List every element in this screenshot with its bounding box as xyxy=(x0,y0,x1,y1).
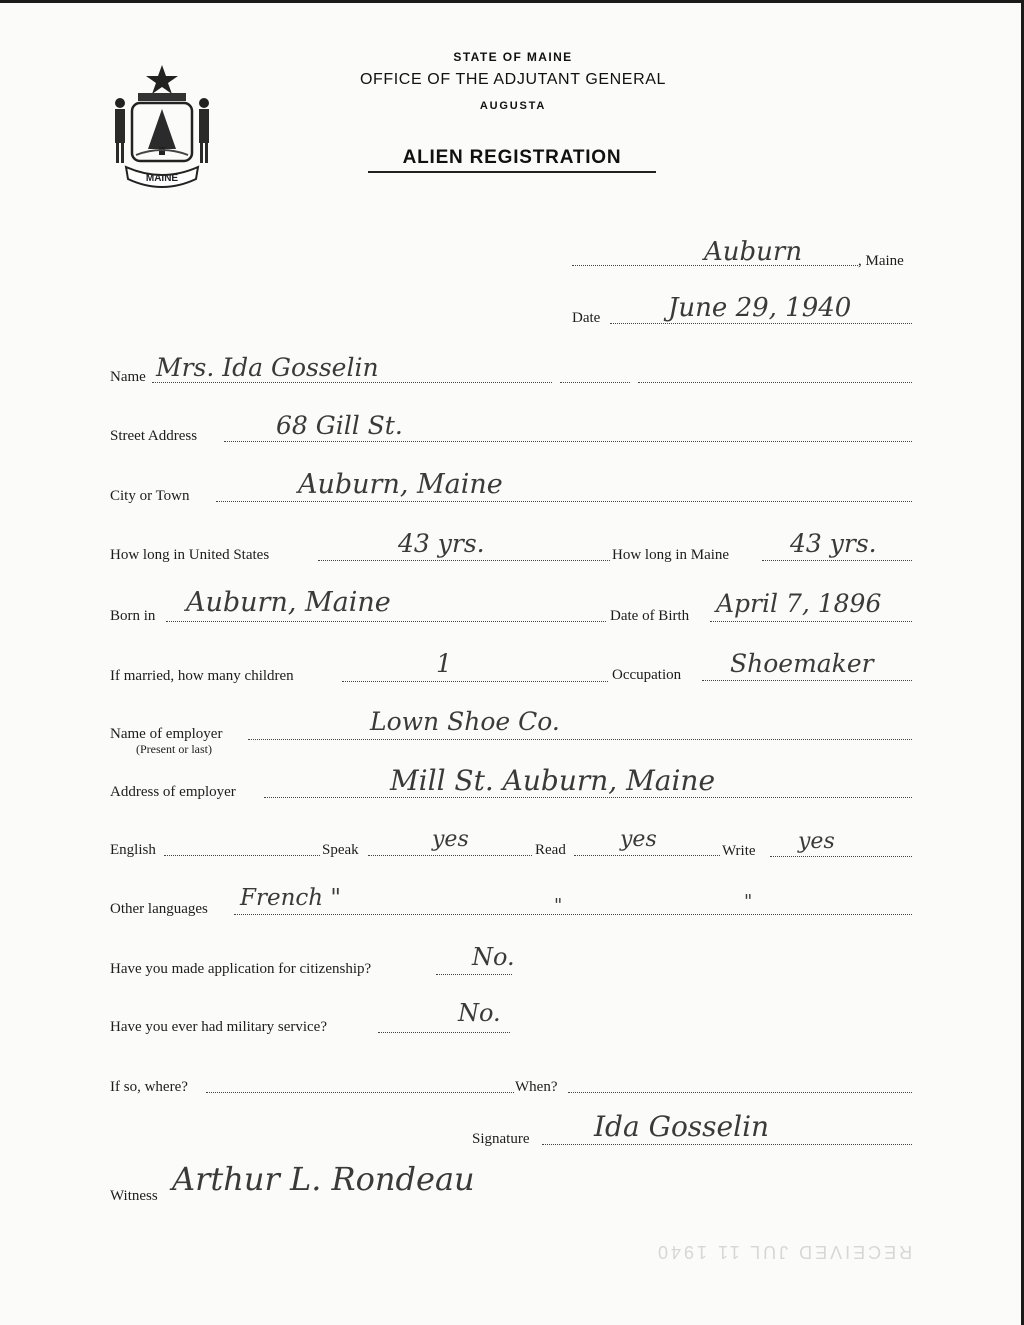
us-label: How long in United States xyxy=(110,547,270,563)
form-title: ALIEN REGISTRATION xyxy=(368,147,656,173)
emp-addr-line xyxy=(264,797,912,798)
read-line xyxy=(574,855,720,856)
english-label: English xyxy=(110,842,156,858)
other-lang-line xyxy=(234,914,912,915)
born-line xyxy=(166,621,606,622)
maine-label: How long in Maine xyxy=(612,547,730,563)
occupation-label: Occupation xyxy=(612,667,682,683)
us-line xyxy=(318,560,610,561)
name-line-3 xyxy=(638,382,912,383)
employer-line xyxy=(248,739,912,740)
other-lang-value: French " xyxy=(240,885,341,911)
place-value: Auburn xyxy=(704,237,803,267)
header-city: AUGUSTA xyxy=(479,100,547,112)
citizenship-value: No. xyxy=(472,943,515,971)
write-label: Write xyxy=(722,843,756,859)
dob-line xyxy=(710,621,912,622)
emp-addr-label: Address of employer xyxy=(110,784,236,800)
us-value: 43 yrs. xyxy=(398,529,485,558)
read-label: Read xyxy=(535,842,566,858)
dob-label: Date of Birth xyxy=(610,608,690,624)
town-line xyxy=(216,501,912,502)
name-line-2 xyxy=(560,382,630,383)
state-seal-icon xyxy=(108,63,216,193)
signature-value: Ida Gosselin xyxy=(594,1110,770,1143)
maine-value: 43 yrs. xyxy=(790,529,877,558)
where-label: If so, where? xyxy=(110,1079,188,1095)
other-lang-ditto-2: " xyxy=(554,895,563,916)
children-line xyxy=(342,681,608,682)
children-value: 1 xyxy=(436,649,452,678)
faint-stamp: RECEIVED JUL 11 1940 xyxy=(655,1242,913,1262)
witness-label: Witness xyxy=(110,1188,158,1204)
maine-line xyxy=(762,560,912,561)
employer-sub-label: (Present or last) xyxy=(136,742,212,756)
military-line xyxy=(378,1032,510,1033)
occupation-line xyxy=(702,680,912,681)
when-line xyxy=(568,1092,912,1093)
english-line xyxy=(164,855,320,856)
street-line xyxy=(224,441,912,442)
citizenship-line xyxy=(436,974,512,975)
other-lang-label: Other languages xyxy=(110,901,208,917)
military-value: No. xyxy=(458,999,501,1027)
signature-label: Signature xyxy=(472,1131,530,1147)
header-office: OFFICE OF THE ADJUTANT GENERAL xyxy=(359,71,667,88)
occupation-value: Shoemaker xyxy=(730,649,874,678)
emp-addr-value: Mill St. Auburn, Maine xyxy=(390,764,716,797)
witness-value: Arthur L. Rondeau xyxy=(172,1160,475,1198)
when-label: When? xyxy=(515,1079,558,1095)
born-label: Born in xyxy=(110,608,156,624)
other-lang-ditto-3: " xyxy=(744,891,753,912)
date-value: June 29, 1940 xyxy=(668,293,852,323)
street-label: Street Address xyxy=(110,428,198,444)
employer-value: Lown Shoe Co. xyxy=(370,707,560,736)
place-suffix: , Maine xyxy=(858,253,904,269)
speak-value: yes xyxy=(432,827,469,852)
speak-label: Speak xyxy=(322,842,359,858)
date-line xyxy=(610,323,912,324)
street-value: 68 Gill St. xyxy=(276,411,403,440)
town-value: Auburn, Maine xyxy=(298,469,503,500)
write-value: yes xyxy=(798,829,835,854)
read-value: yes xyxy=(620,827,657,852)
speak-line xyxy=(368,855,532,856)
date-label: Date xyxy=(572,310,601,326)
where-line xyxy=(206,1092,514,1093)
header-state: STATE OF MAINE xyxy=(453,50,573,64)
write-line xyxy=(770,856,912,857)
children-label: If married, how many children xyxy=(110,668,294,684)
military-label: Have you ever had military service? xyxy=(110,1019,327,1035)
dob-value: April 7, 1896 xyxy=(716,589,882,618)
born-value: Auburn, Maine xyxy=(186,587,391,618)
town-label: City or Town xyxy=(110,488,190,504)
name-label: Name xyxy=(110,369,146,385)
employer-label: Name of employer xyxy=(110,726,223,742)
name-value: Mrs. Ida Gosselin xyxy=(156,353,379,382)
name-line-1 xyxy=(152,382,552,383)
seal-text: MAINE xyxy=(145,173,179,184)
signature-line xyxy=(542,1144,912,1145)
citizenship-label: Have you made application for citizenship? xyxy=(110,961,372,977)
